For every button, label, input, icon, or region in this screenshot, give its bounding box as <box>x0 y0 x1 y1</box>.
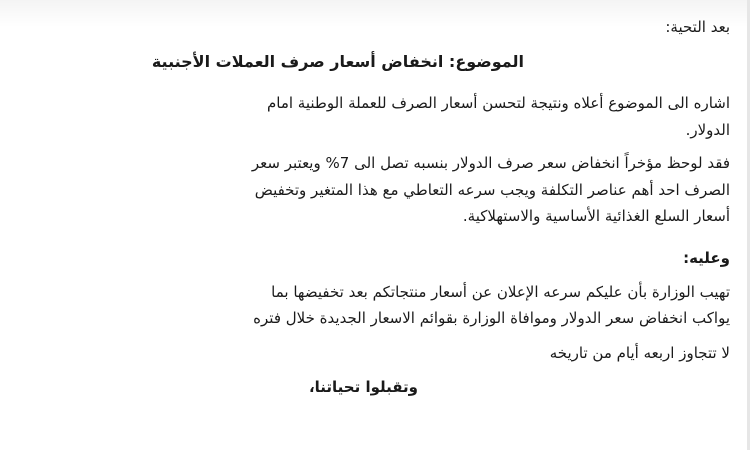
paragraph2-line1: فقد لوحظ مؤخراً انخفاض سعر صرف الدولار بنسبه تصل الى 7% ويعتبر سعر <box>251 154 730 172</box>
greeting: بعد التحية: <box>665 18 730 36</box>
paragraph3-line2: يواكب انخفاض سعر الدولار وموافاة الوزارة بقوائم الاسعار الجديدة خلال فتره <box>253 309 730 327</box>
paragraph1-line1: اشاره الى الموضوع أعلاه ونتيجة لتحسن أسعار الصرف للعملة الوطنية امام <box>266 94 730 112</box>
whereas-heading: وعليه: <box>683 249 730 267</box>
subject-line: الموضوع: انخفاض أسعار صرف العملات الأجنبية <box>151 52 524 71</box>
paragraph3-line1: تهيب الوزارة بأن عليكم سرعه الإعلان عن أسعار منتجاتكم بعد تخفيضها بما <box>271 283 730 301</box>
closing-line: وتقبلوا تحياتنا، <box>308 378 418 396</box>
paragraph2-line3: أسعار السلع الغذائية الأساسية والاستهلاكية. <box>462 207 730 225</box>
paragraph1-line2: الدولار. <box>685 121 730 139</box>
paragraph4: لا تتجاوز اربعه أيام من تاريخه <box>549 344 730 362</box>
paragraph2-line2: الصرف احد أهم عناصر التكلفة ويجب سرعه التعاطي مع هذا المتغير وتخفيض <box>254 181 730 199</box>
